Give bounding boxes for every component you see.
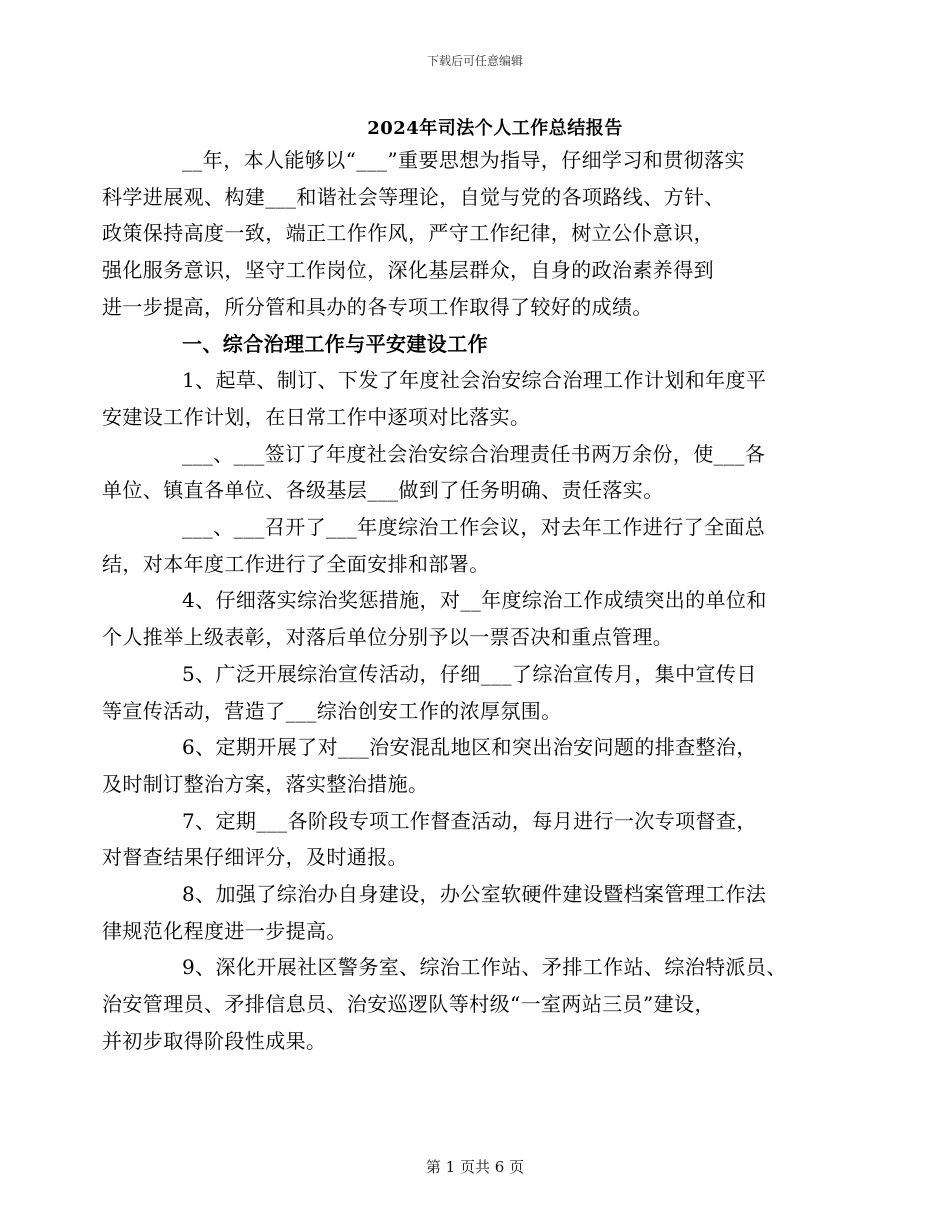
- text-line: ___、___签订了年度社会治安综合治理责任书两万余份，使___各: [182, 441, 766, 466]
- text-line: 8、加强了综治办自身建设，办公室软硬件建设暨档案管理工作法: [182, 882, 767, 907]
- text-line: 9、深化开展社区警务室、综治工作站、矛排工作站、综治特派员、: [182, 955, 787, 980]
- text-line: __年，本人能够以“___”重要思想为指导，仔细学习和贯彻落实: [182, 148, 745, 172]
- text-line: 4、仔细落实综治奖惩措施，对__年度综治工作成绩突出的单位和: [182, 588, 767, 613]
- text-line: ___、___召开了___年度综治工作会议，对去年工作进行了全面总: [182, 515, 766, 540]
- text-line: 对督查结果仔细评分，及时通报。: [102, 845, 408, 870]
- text-line: 安建设工作计划，在日常工作中逐项对比落实。: [102, 404, 531, 429]
- list-item: [102, 509, 822, 582]
- text-line: 进一步提高，所分管和具办的各专项工作取得了较好的成绩。: [102, 294, 653, 319]
- list-item: [102, 949, 822, 1059]
- text-line: 律规范化程度进一步提高。: [102, 918, 347, 943]
- list-item: [102, 362, 822, 435]
- page-footer: 第 1 页共 6 页: [425, 1158, 525, 1176]
- text-line: 等宣传活动，营造了___综治创安工作的浓厚氛围。: [102, 698, 562, 723]
- text-line: 个人推举上级表彰，对落后单位分别予以一票否决和重点管理。: [102, 625, 674, 650]
- text-line: 科学进展观、构建___和谐社会等理论，自觉与党的各项路线、方针、: [102, 184, 725, 209]
- text-line: 7、定期___各阶段专项工作督查活动，每月进行一次专项督查，: [182, 808, 757, 833]
- text-line: 1、起草、制订、下发了年度社会治安综合治理工作计划和年度平: [182, 368, 767, 393]
- list-item: [102, 803, 822, 876]
- text-line: 结，对本年度工作进行了全面安排和部署。: [102, 551, 490, 576]
- list-item: [102, 876, 822, 949]
- text-line: 并初步取得阶段性成果。: [102, 1028, 327, 1053]
- header-note: 下载后可任意编辑: [426, 54, 523, 68]
- document-body: [102, 142, 822, 1060]
- section-heading: 一、综合治理工作与平安建设工作: [182, 331, 488, 356]
- text-line: 6、定期开展了对___治安混乱地区和突出治安问题的排查整治，: [182, 735, 757, 760]
- list-item: [102, 656, 822, 729]
- text-line: 强化服务意识，坚守工作岗位，深化基层群众，自身的政治素养得到: [102, 258, 714, 283]
- list-item: [102, 582, 822, 655]
- text-line: 5、广泛开展综治宣传活动，仔细___了综治宣传月，集中宣传日: [182, 661, 757, 686]
- list-item: [102, 436, 822, 509]
- intro-paragraph: [102, 142, 822, 326]
- text-line: 单位、镇直各单位、各级基层___做到了任务明确、责任落实。: [102, 478, 664, 503]
- list-item: [102, 729, 822, 802]
- document-title: 2024年司法个人工作总结报告: [367, 118, 623, 139]
- text-line: 及时制订整治方案，落实整治措施。: [102, 771, 429, 796]
- text-line: 治安管理员、矛排信息员、治安巡逻队等村级“一室两站三员”建设，: [102, 992, 715, 1017]
- text-line: 政策保持高度一致，端正工作作风，严守工作纪律，树立公仆意识，: [102, 221, 714, 246]
